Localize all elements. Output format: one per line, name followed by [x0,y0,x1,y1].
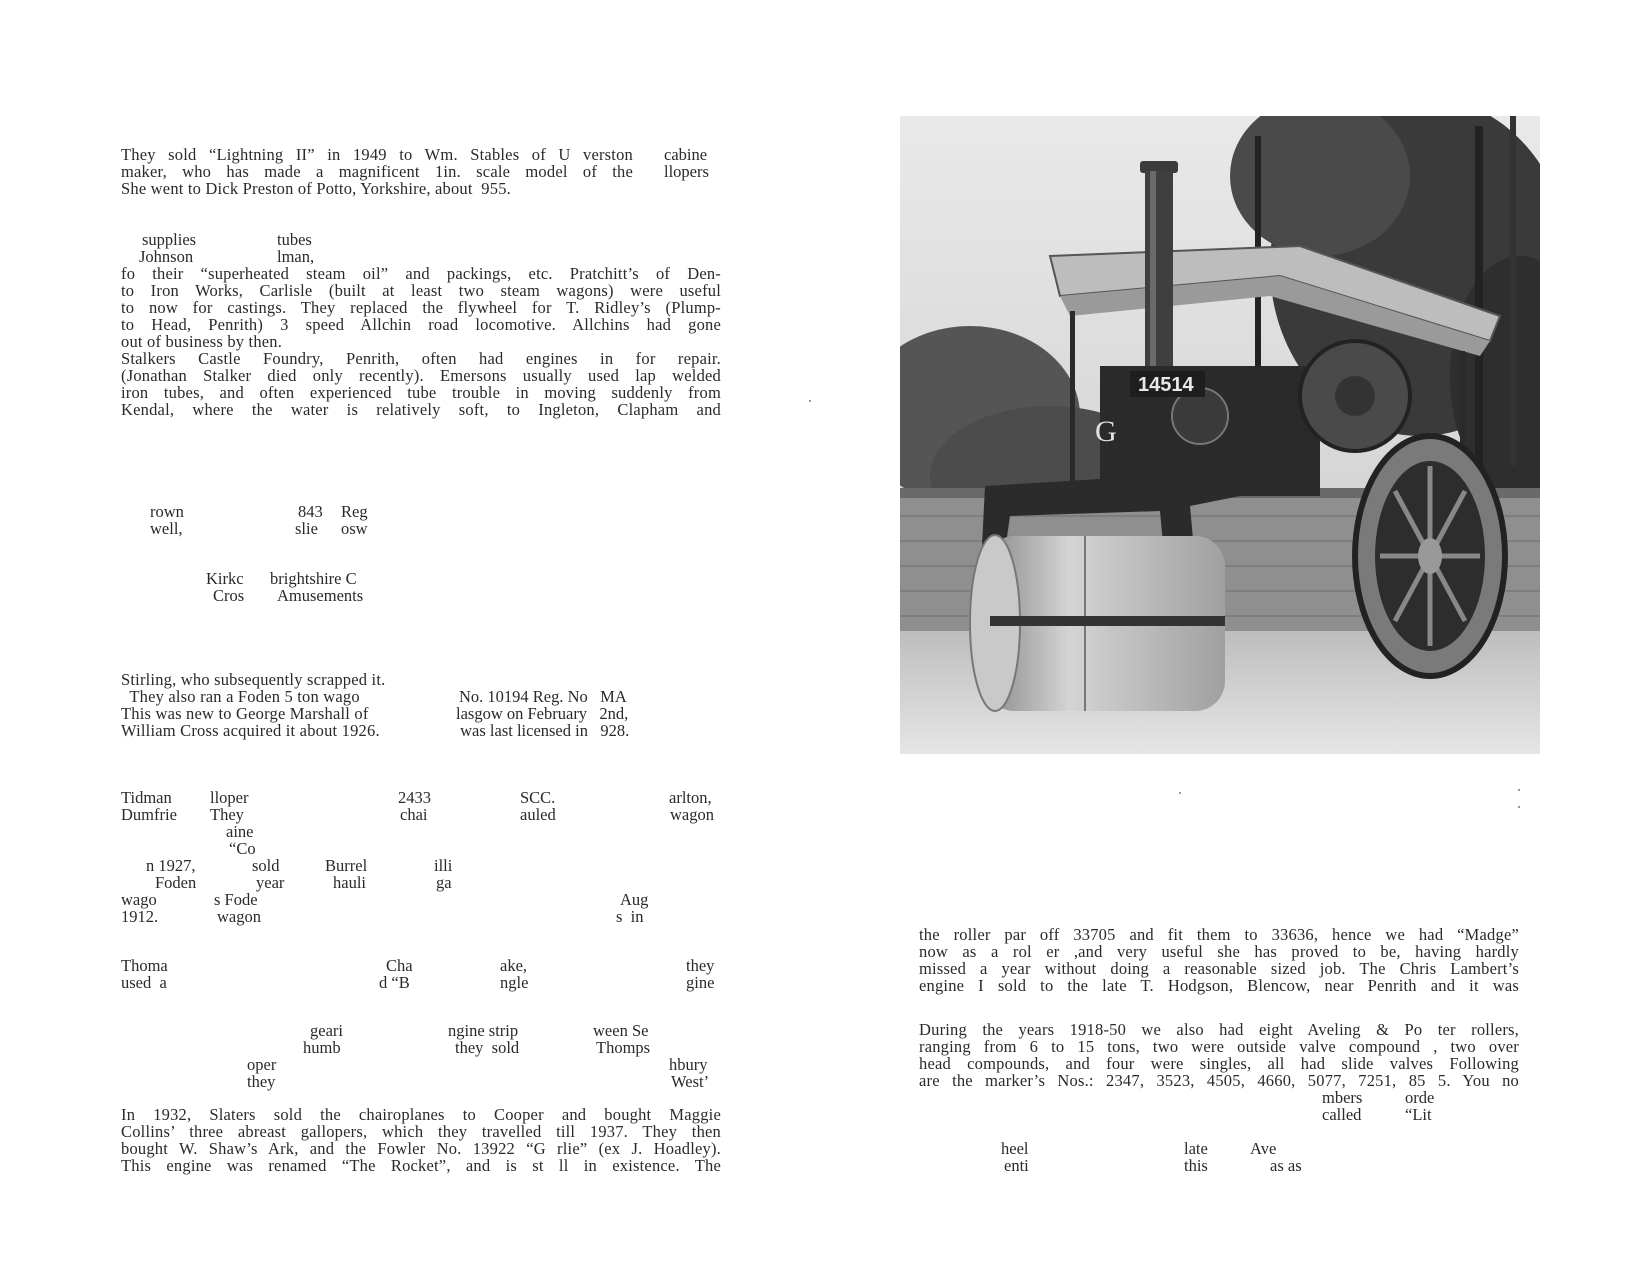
text-line: This was new to George Marshall of [121,704,369,723]
text-fragment: SCC. [520,788,556,807]
text-fragment: cabine [664,145,708,164]
text-fragment: slie [295,519,318,538]
text-fragment: osw [341,519,368,538]
right-page [819,0,1638,1277]
text-fragment: tubes [277,230,312,249]
text-fragment: ween Se [593,1021,649,1040]
text-fragment: chai [400,805,428,824]
plate-number: 14514 [1138,374,1194,396]
text-fragment: Dumfrie [121,805,177,824]
text-line: William Cross acquired it about 1926. [121,721,380,740]
text-fragment: called [1322,1105,1362,1124]
text-fragment: oper [247,1055,277,1074]
text-fragment: lasgow on February 2nd, [456,704,629,723]
text-line: to now for castings. They replaced the flywheel for T. Ridley’s (Plump- [121,298,721,317]
text-fragment: hauli [333,873,366,892]
text-fragment: 1912. [121,907,159,926]
text-fragment: ake, [500,956,528,975]
text-fragment: Reg [341,502,368,521]
text-fragment: Thoma [121,956,168,975]
text-fragment: illi [434,856,453,875]
text-fragment: Burrel [325,856,368,875]
text-line: to Head, Penrith) 3 speed Allchin road locomotive. Allchins had gone [121,315,721,334]
text-fragment: they sold [455,1038,520,1057]
print-speck [809,400,811,402]
text-fragment: enti [1004,1156,1029,1175]
text-fragment: Cha [386,956,413,975]
text-fragment: Tidman [121,788,172,807]
text-fragment: n 1927, [146,856,196,875]
text-fragment: wago [121,890,157,909]
text-fragment: gine [686,973,715,992]
text-fragment: Ave [1250,1139,1277,1158]
text-fragment: s Fode [214,890,258,909]
text-fragment: rown [150,502,184,521]
text-fragment: auled [520,805,556,824]
text-fragment: “Co [229,839,256,858]
text-fragment: They [210,805,244,824]
text-line: She went to Dick Preston of Potto, Yorkshire, about 955. [121,179,511,198]
badge-letter: G [1095,415,1117,448]
text-fragment: aine [226,822,254,841]
text-fragment: they [247,1072,276,1091]
text-line: They also ran a Foden 5 ton wago [121,687,360,706]
text-fragment: llopers [664,162,709,181]
text-line: out of business by then. [121,332,283,351]
text-fragment: Kirkc [206,569,244,588]
text-fragment: Amusements [277,586,364,605]
text-fragment: orde [1405,1088,1435,1107]
text-fragment: heel [1001,1139,1029,1158]
text-fragment: as as [1270,1156,1302,1175]
text-fragment: Aug [620,890,649,909]
text-fragment: year [256,873,285,892]
text-line: Stalkers Castle Foundry, Penrith, often had engines in for repair. [121,349,721,368]
text-fragment: used a [121,973,167,992]
text-fragment: sold [252,856,280,875]
text-line: Kendal, where the water is relatively soft, to Ingleton, Clapham and [121,400,721,419]
text-line: the roller par off 33705 and fit them to 33636, hence we had “Madge” [919,925,1519,944]
text-fragment: No. 10194 Reg. No MA [459,687,627,706]
text-fragment: lloper [210,788,249,807]
text-line: fo their “superheated steam oil” and packings, etc. Pratchitt’s of Den- [121,264,721,283]
text-fragment: Johnson [139,247,194,266]
text-fragment: Foden [155,873,197,892]
text-fragment: ngine strip [448,1021,519,1040]
text-fragment: brightshire C [270,569,357,588]
text-line: This engine was renamed “The Rocket”, and is st ll in existence. The [121,1156,721,1175]
text-fragment: geari [310,1021,343,1040]
text-fragment: 843 [298,502,323,521]
text-line: maker, who has made a magnificent 1in. scale model of the [121,162,633,181]
text-line: head compounds, and four were singles, all had slide valves Following [919,1054,1519,1073]
text-line: During the years 1918-50 we also had eight Aveling & Po ter rollers, [919,1020,1519,1039]
text-line: ranging from 6 to 15 tons, two were outside valve compound , two over [919,1037,1519,1056]
text-line: iron tubes, and often experienced tube trouble in moving suddenly from [121,383,721,402]
text-fragment: 2433 [398,788,431,807]
text-line: Collins’ three abreast gallopers, which they travelled till 1937. They then [121,1122,721,1141]
text-fragment: “Lit [1405,1105,1432,1124]
text-fragment: wagon [670,805,714,824]
text-fragment: they [686,956,715,975]
text-fragment: mbers [1322,1088,1363,1107]
text-fragment: arlton, [669,788,712,807]
text-line: missed a year without doing a reasonable sized job. The Chris Lambert’s [919,959,1519,978]
text-fragment: d “B [379,973,410,992]
text-line: engine I sold to the late T. Hodgson, Blencow, near Penrith and it was [919,976,1519,995]
text-fragment: wagon [217,907,261,926]
text-line: In 1932, Slaters sold the chairoplanes to Cooper and bought Maggie [121,1105,721,1124]
text-fragment: Cros [213,586,245,605]
text-line: are the marker’s Nos.: 2347, 3523, 4505, 4660, 5077, 7251, 85 5. You no [919,1071,1519,1090]
text-fragment: hbury [669,1055,708,1074]
text-fragment: well, [150,519,183,538]
text-fragment: supplies [142,230,197,249]
text-line: now as a rol er ,and very useful she has proved to be, having hardly [919,942,1519,961]
text-line: They sold “Lightning II” in 1949 to Wm. Stables of U verston [121,145,633,164]
text-line: bought W. Shaw’s Ark, and the Fowler No. 13922 “G rlie” (ex J. Hoadley). [121,1139,721,1158]
text-line: (Jonathan Stalker died only recently). Emersons usually used lap welded [121,366,721,385]
text-fragment: this [1184,1156,1208,1175]
text-fragment: humb [303,1038,341,1057]
text-fragment: lman, [277,247,315,266]
text-fragment: s in [616,907,644,926]
text-fragment: Thomps [596,1038,651,1057]
text-fragment: West’ [671,1072,710,1091]
text-line: Stirling, who subsequently scrapped it. [121,670,386,689]
text-fragment: ga [436,873,452,892]
text-fragment: ngle [500,973,529,992]
text-fragment: late [1184,1139,1208,1158]
text-line: to Iron Works, Carlisle (built at least two steam wagons) were useful [121,281,721,300]
text-fragment: was last licensed in 928. [456,721,630,740]
